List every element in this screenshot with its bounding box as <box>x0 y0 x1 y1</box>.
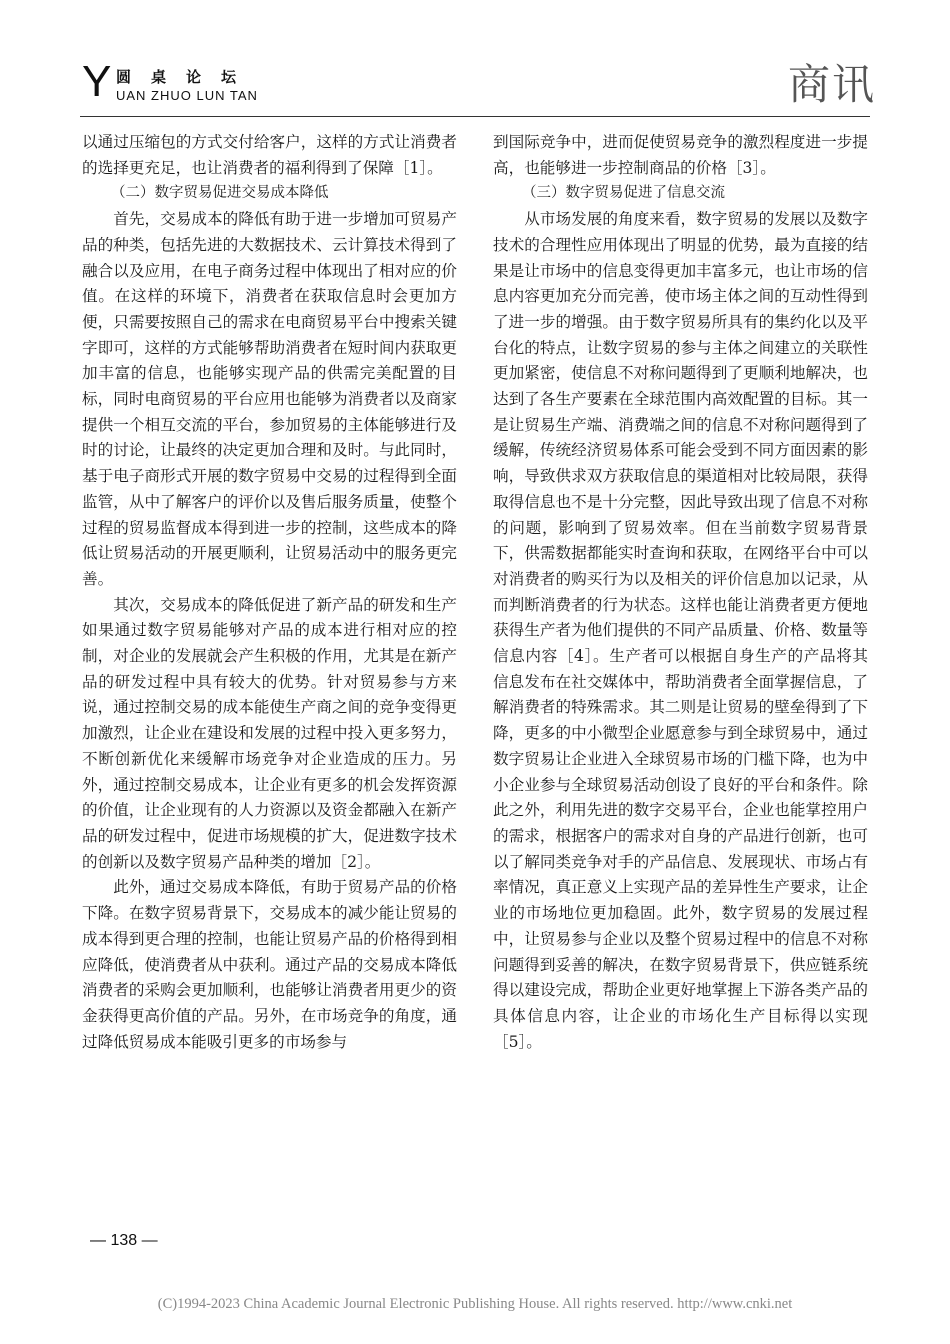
copyright-footer: (C)1994-2023 China Academic Journal Electronic Publishing House. All rights reserved. http://www.cnki.net <box>157 1296 793 1312</box>
paragraph: 此外，通过交易成本降低，有助于贸易产品的价格下降。在数字贸易背景下，交易成本的减少能让贸易的成本得到更合理的控制，也能让贸易产品的价格得到相应降低，使消费者从中获利。通过产品的交易成本降低消费者的采购会更加顺利，也能够让消费者用更少的资金获得更高价值的产品。另外，在市场竞争的角度，通过降低贸易成本能吸引更多的市场参与 <box>82 878 457 1051</box>
section-heading: （二）数字贸易促进交易成本降低 <box>111 185 329 202</box>
paragraph: 到国际竞争中，进而促使贸易竞争的激烈程度进一步提高，也能够进一步控制商品的价格［3］。 <box>493 133 868 177</box>
logo-pinyin: UAN ZHUO LUN TAN <box>116 88 258 103</box>
paragraph: 以通过压缩包的方式交付给客户，这样的方式让消费者的选择更充足，也让消费者的福利得到了保障［1］。 <box>82 133 457 177</box>
paragraph: 其次，交易成本的降低促进了新产品的研发和生产如果通过数字贸易能够对产品的成本进行相对应的控制，对企业的发展就会产生积极的作用，尤其是在新产品的研发过程中具有较大的优势。针对贸易参与方来说，通过控制交易的成本能使生产商之间的竞争变得更加激烈，让企业在建设和发展的过程中投入更多努力，不断创新优化来缓解市场竞争对企业造成的压力。另外，通过控制交易成本，让企业有更多的机会发挥资源的价值，让企业现有的人力资源以及资金都融入在新产品的研发过程中，促进市场规模的扩大，促进数字技术的创新以及数字贸易产品种类的增加［2］。 <box>82 595 457 871</box>
page-number: — 138 — <box>90 1232 158 1249</box>
page-header <box>0 0 950 112</box>
journal-name: 商讯 <box>788 60 877 109</box>
paragraph: 从市场发展的角度来看，数字贸易的发展以及数字技术的合理性应用体现出了明显的优势，最为直接的结果是让市场中的信息变得更加丰富多元，也让市场的信息内容更加充分而完善，使市场主体之间的互动性得到了进一步的增强。由于数字贸易所具有的集约化以及平台化的特点，让数字贸易的参与主体之间建立的关联性更加紧密，使信息不对称问题得到了更顺利地解决，也达到了各生产要素在全球范围内高效配置的目标。其一是让贸易生产端、消费端之间的信息不对称问题得到了缓解，传统经济贸易体系可能会受到不同方面因素的影响，导致供求双方获取信息的渠道相对比较局限，获得取得信息也不是十分完整，因此导致出现了信息不对称的问题，影响到了贸易效率。但在当前数字贸易背景下，供需数据都能实时查询和获取，在网络平台中可以对消费者的购买行为以及相关的评价信息加以记录，从而判断消费者的行为状态。这样也能让消费者更方便地获得生产者为他们提供的不同产品质量、价格、数量等信息内容［4］。生产者可以根据自身生产的产品将其信息发布在社交媒体中，帮助消费者全面掌握信息，了解消费者的特殊需求。其二则是让贸易的壁垒得到了下降，更多的中小微型企业愿意参与到全球贸易中，通过数字贸易让企业进入全球贸易市场的门槛下降，也为中小企业参与全球贸易活动创设了良好的平台和条件。除此之外，利用先进的数字交易平台，企业也能掌控用户的需求，根据客户的需求对自身的产品进行创新，也可以了解同类竞争对手的产品信息、发展现状、市场占有率情况，真正意义上实现产品的差异性生产要求，让企业的市场地位更加稳固。此外，数字贸易的发展过程中，让贸易参与企业以及整个贸易过程中的信息不对称问题得到妥善的解决，在数字贸易背景下，供应链系统得以建设完成，帮助企业更好地掌握上下游各类产品的具体信息内容，让企业的市场化生产目标得以实现［5］。 <box>493 210 868 1051</box>
header-divider <box>80 116 870 117</box>
logo-letter: Y <box>82 57 112 106</box>
section-heading: （三）数字贸易促进了信息交流 <box>522 185 725 202</box>
right-column <box>493 130 868 1055</box>
logo-chinese: 圆桌论坛 <box>116 68 257 86</box>
left-column <box>82 130 457 1055</box>
paragraph: 首先，交易成本的降低有助于进一步增加可贸易产品的种类，包括先进的大数据技术、云计算技术得到了融合以及应用，在电子商务过程中体现出了相对应的价值。在这样的环境下，消费者在获取信息时会更加方便，只需要按照自己的需求在电商贸易平台中搜索关键字即可，这样的方式能够帮助消费者在短时间内获取更加丰富的信息，也能够实现产品的供需完美配置的目标，同时电商贸易的平台应用也能够为消费者以及商家提供一个相互交流的平台，参加贸易的主体能够进行及时的讨论，让最终的决定更加合理和及时。与此同时，基于电子商形式开展的数字贸易中交易的过程得到全面监管，从中了解客户的评价以及售后服务质量，使整个过程的贸易监督成本得到进一步的控制，这些成本的降低让贸易活动的开展更顺利，让贸易活动中的服务更完善。 <box>82 210 457 588</box>
